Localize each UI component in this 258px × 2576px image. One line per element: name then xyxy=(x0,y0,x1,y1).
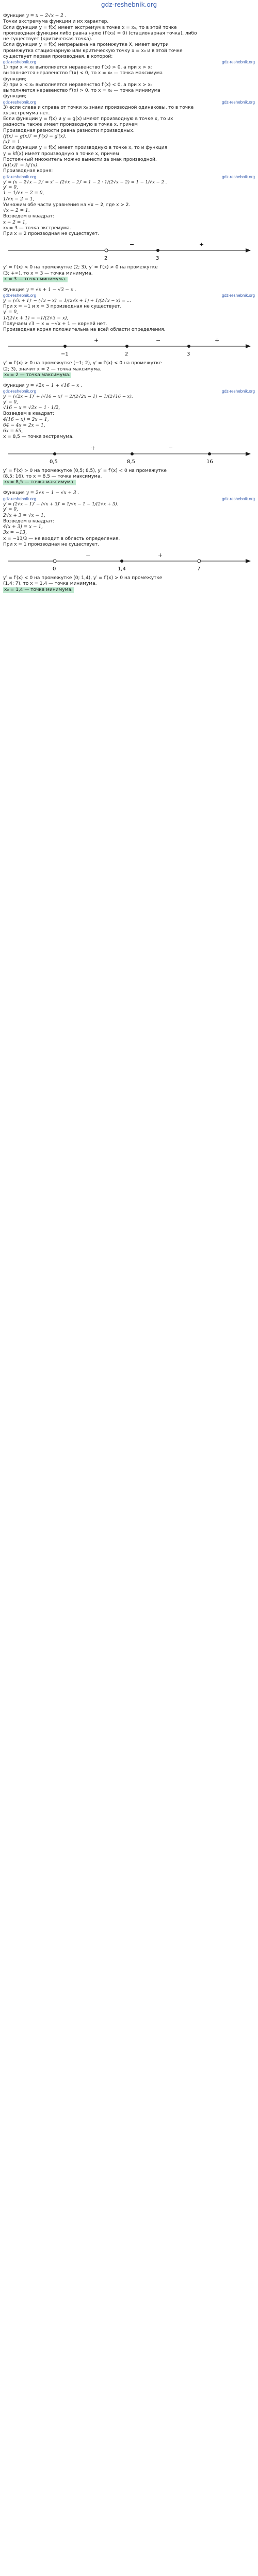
text-line: выполняется неравенство f′(x) > 0, то x = x₀ — точка минимума xyxy=(3,88,160,93)
watermark: gdz-reshebnik.org xyxy=(221,293,255,298)
sign-label: + xyxy=(199,241,204,248)
text-line: (2; 3), значит x = 2 — точка максимума. xyxy=(3,366,102,372)
text-line: не существует (критическая точка). xyxy=(3,37,93,42)
function-formula: y = √2x − 1 + √16 − x . xyxy=(26,383,83,388)
text-line: Умножим обе части уравнения на √x − 2, где x > 2. xyxy=(3,202,131,208)
text-line: При x = −1 и x = 3 производная не существует. xyxy=(3,304,122,309)
text-line: x₀ экстремума нет. xyxy=(3,110,50,116)
text-line: y′ = f′(x) < 0 на промежутке (2; 3), y′ = f′(x) > 0 на промежутке xyxy=(3,265,158,270)
tick-label: 3 xyxy=(187,351,190,358)
formula: 1/(2√x + 1) = −1/(2√3 − x), xyxy=(3,315,69,321)
text-line: Возведем в квадрат: xyxy=(3,411,54,417)
formula: y′ = 0, xyxy=(3,399,18,405)
sign-label: − xyxy=(168,444,173,451)
text-line: Производная корня: xyxy=(3,168,53,174)
tick-label: 3 xyxy=(156,256,159,262)
function-formula: y = √x + 1 − √3 − x . xyxy=(26,287,76,293)
formula: (x)′ = 1. xyxy=(3,140,22,145)
watermark: gdz-reshebnik.org xyxy=(3,389,37,394)
text-line: Получаем √3 − x = −√x + 1 — корней нет. xyxy=(3,321,107,327)
text-line: (1,4; 7), то x = 1,4 — точка минимума. xyxy=(3,581,97,587)
text-line: (8,5; 16), то x = 8,5 — точка максимума. xyxy=(3,473,102,479)
section-1 xyxy=(3,13,255,282)
watermark: gdz-reshebnik.org xyxy=(221,389,255,394)
text-line: Если функция y = f(x) имеет экстремум в точке x = x₀, то в этой точке xyxy=(3,25,177,30)
formula: 6x = 65, xyxy=(3,429,23,434)
text-line: x = 8,5 — точка экстремума. xyxy=(3,434,74,440)
text-line: y′ = f′(x) > 0 на промежутке (0,5; 8,5), y′ = f′(x) < 0 на промежутке xyxy=(3,468,167,473)
number-line-graphic xyxy=(3,239,255,263)
number-line xyxy=(3,335,255,359)
answer-highlight: x₀ = 1,4 — точка минимума. xyxy=(4,587,73,592)
formula: 1 − 1/√x − 2 = 0, xyxy=(3,191,44,196)
sign-label: + xyxy=(91,444,96,451)
tick-label: 0,5 xyxy=(50,459,58,465)
tick-label: 2 xyxy=(125,351,128,358)
section-3 xyxy=(3,383,255,485)
formula: (kf(x))′ = kf′(x). xyxy=(3,163,39,168)
text-line: Возведем в квадрат: xyxy=(3,518,54,524)
tick-label: 8,5 xyxy=(127,459,135,465)
watermark: gdz-reshebnik.org xyxy=(221,496,255,501)
sign-label: − xyxy=(156,337,161,344)
sign-label: − xyxy=(130,241,135,248)
text-line: производная функции либо равна нулю (f′(x₀) = 0) (стационарная точка), либо xyxy=(3,30,197,36)
formula: y′ = (√2x − 1)′ + (√16 − x)′ = 2/(2√2x − 1) − 1/(2√16 − x). xyxy=(3,394,133,400)
sign-label: + xyxy=(215,337,220,344)
solution-page xyxy=(0,10,258,593)
function-formula: y = 2√x − 1 − √x + 3 . xyxy=(26,490,79,496)
answer-highlight: x₀ = 8,5 — точка максимума. xyxy=(4,480,75,485)
formula: y′ = (x − 2√x − 2)′ = x′ − (2√x − 2)′ = 1 − 2 · 1/(2√x − 2) = 1 − 1/√x − 2 . xyxy=(3,179,167,185)
tick-label: 0 xyxy=(53,566,56,572)
watermark: gdz-reshebnik.org xyxy=(3,174,37,179)
watermark: gdz-reshebnik.org xyxy=(3,99,37,105)
formula: y′ = (√x + 1)′ − (√3 − x)′ = 1/(2√x + 1) + 1/(2√3 − x) = ... xyxy=(3,298,131,304)
function-formula: y = x − 2√x − 2 . xyxy=(26,13,67,19)
tick-label: 7 xyxy=(197,566,201,572)
formula: 1/√x − 2 = 1, xyxy=(3,196,35,202)
section-4 xyxy=(3,490,255,592)
section-2 xyxy=(3,287,255,378)
text-line: 3) если слева и справа от точки x₀ знаки производной одинаковы, то в точке xyxy=(3,105,194,110)
text-line: Если функция y = f(x) непрерывна на промежутке X, имеет внутри xyxy=(3,42,169,48)
answer-highlight: x = 3 — точка минимума. xyxy=(4,276,67,282)
text-line: разность также имеет производную в точке x, причем xyxy=(3,122,138,128)
text-line: Если функции y = f(x) и y = g(x) имеют производную в точке x, то их xyxy=(3,116,173,122)
formula: y′ = 0, xyxy=(3,507,18,513)
formula: 3x = −13, xyxy=(3,530,27,536)
tick-label: 2 xyxy=(104,256,108,262)
text-line: Точки экстремума функции и их характер. xyxy=(3,19,109,25)
function-label: Функция xyxy=(3,490,25,496)
text-line: y = kf(x) имеет производную в точке x, причем xyxy=(3,151,119,157)
number-line-graphic xyxy=(3,550,255,573)
formula: 4(x + 3) = x − 1, xyxy=(3,524,43,530)
formula: √x − 2 = 1. xyxy=(3,208,30,214)
text-line: (3; +∞), то x = 3 — точка минимума. xyxy=(3,270,93,276)
formula: y′ = 0, xyxy=(3,310,18,315)
text-line: Производная корня положительна на всей области определения. xyxy=(3,327,166,332)
text-line: x₀ = 3 — точка экстремума. xyxy=(3,225,71,231)
text-line: функции; xyxy=(3,94,27,99)
text-line: существует первая производная, в которой: xyxy=(3,54,113,59)
text-line: 1) при x < x₀ выполняется неравенство f′(x) > 0, а при x > x₀ xyxy=(3,65,153,70)
sign-label: + xyxy=(158,552,163,558)
number-line xyxy=(3,239,255,263)
text-line: Возведем в квадрат: xyxy=(3,214,54,219)
watermark: gdz-reshebnik.org xyxy=(221,60,255,64)
formula: x − 2 = 1, xyxy=(3,219,27,225)
tick-label: −1 xyxy=(61,351,69,358)
text-line: y′ = f′(x) > 0 на промежутке (−1; 2), y′ = f′(x) < 0 на промежутке xyxy=(3,361,162,366)
text-line: промежутка стационарную или критическую точку x = x₀ и в этой точке xyxy=(3,48,183,54)
text-line: Если функция y = f(x) имеет производную в точке x, то и функция xyxy=(3,145,168,151)
text-line: x = −13/3 — не входит в область определения. xyxy=(3,536,120,541)
number-line-graphic xyxy=(3,443,255,466)
text-line: y′ = f′(x) < 0 на промежутке (0; 1,4), y′ = f′(x) > 0 на промежутке xyxy=(3,575,163,581)
text-line: Постоянный множитель можно вынести за знак производной. xyxy=(3,157,157,162)
formula: 2√x + 3 = √x − 1, xyxy=(3,513,45,518)
formula: y′ = 0, xyxy=(3,185,18,191)
watermark: gdz-reshebnik.org xyxy=(3,60,37,64)
watermark: gdz-reshebnik.org xyxy=(221,99,255,105)
watermark: gdz-reshebnik.org xyxy=(221,174,255,179)
tick-label: 16 xyxy=(206,459,213,465)
function-label: Функция xyxy=(3,13,25,19)
tick-label: 1,4 xyxy=(118,566,126,572)
number-line xyxy=(3,550,255,573)
formula: (f(x) − g(x))′ = f′(x) − g′(x). xyxy=(3,133,67,139)
text-line: выполняется неравенство f′(x) < 0, то x = x₀ — точка максимума xyxy=(3,71,163,76)
watermark: gdz-reshebnik.org xyxy=(3,496,37,501)
number-line xyxy=(3,443,255,466)
text-line: При x = 1 производная не существует. xyxy=(3,541,99,547)
function-label: Функция xyxy=(3,287,25,293)
text-line: 2) при x < x₀ выполняется неравенство f′(x) < 0, а при x > x₀ xyxy=(3,82,153,88)
formula: √16 − x = √2x − 1 · 1/2, xyxy=(3,405,60,411)
answer-highlight: x₀ = 2 — точка максимума. xyxy=(4,372,71,378)
formula: y′ = (2√x − 1)′ − (√x + 3)′ = 1/√x − 1 − 1/(2√x + 3). xyxy=(3,501,119,507)
number-line-graphic xyxy=(3,335,255,359)
text-line: функции; xyxy=(3,76,27,82)
text-line: При x = 2 производная не существует. xyxy=(3,231,99,237)
formula: 4(16 − x) = 2x − 1, xyxy=(3,417,49,422)
sign-label: − xyxy=(86,552,91,558)
text-line: Производная разности равна разности производных. xyxy=(3,128,135,133)
function-label: Функция xyxy=(3,383,25,388)
watermark: gdz-reshebnik.org xyxy=(3,293,37,298)
sign-label: + xyxy=(94,337,99,344)
formula: 64 − 4x = 2x − 1, xyxy=(3,422,45,428)
site-url[interactable]: gdz-reshebnik.org xyxy=(101,1,157,8)
